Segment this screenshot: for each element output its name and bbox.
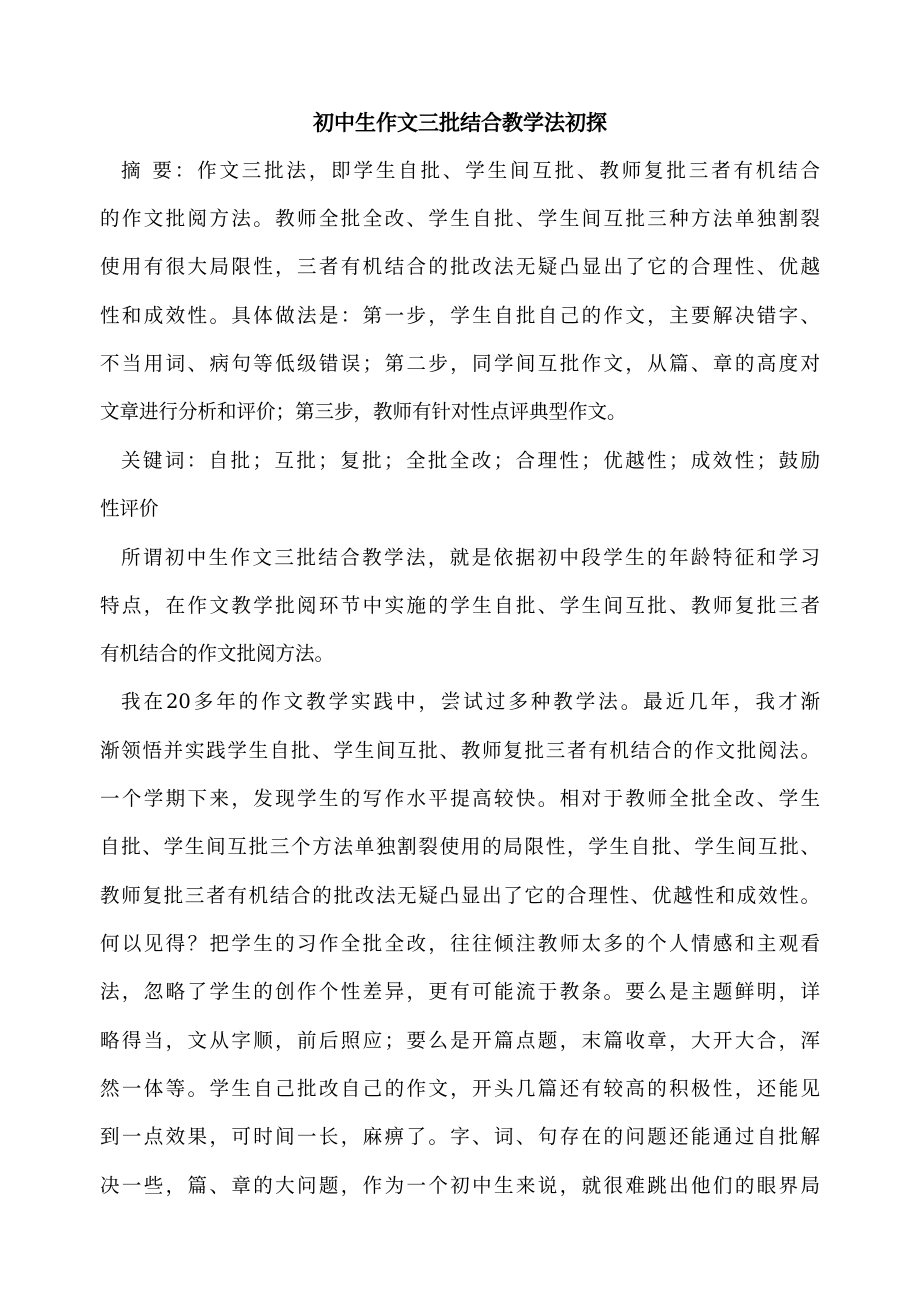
keywords-line-1: 关键词：自批；互批；复批；全批全改；合理性；优越性；成效性；鼓励: [121, 449, 820, 472]
paragraph-2-line-8: 略得当，文从字顺，前后照应；要么是开篇点题，末篇收章，大开大合，浑: [100, 1029, 820, 1052]
paragraph-2-line-11: 决一些，篇、章的大问题，作为一个初中生来说，就很难跳出他们的眼界局: [100, 1174, 820, 1197]
paragraph-2-line-1: 我在20多年的作文教学实践中，尝试过多种教学法。最近几年，我才渐: [121, 690, 820, 713]
paragraph-2-line-7: 法，忽略了学生的创作个性差异，更有可能流于教条。要么是主题鲜明，详: [100, 980, 820, 1003]
paragraph-2-line-3: 一个学期下来，发现学生的写作水平提高较快。相对于教师全批全改、学生: [100, 787, 820, 810]
paragraph-2-line-6: 何以见得？把学生的习作全批全改，往往倾注教师太多的个人情感和主观看: [100, 932, 820, 955]
abstract-line-3: 使用有很大局限性，三者有机结合的批改法无疑凸显出了它的合理性、优越: [100, 255, 820, 278]
abstract-line-2: 的作文批阅方法。教师全批全改、学生自批、学生间互批三种方法单独割裂: [100, 207, 820, 230]
paragraph-2-line-4: 自批、学生间互批三个方法单独割裂使用的局限性，学生自批、学生间互批、: [100, 835, 820, 858]
paragraph-2-line-5: 教师复批三者有机结合的批改法无疑凸显出了它的合理性、优越性和成效性。: [100, 884, 820, 907]
keywords-line-2: 性评价: [100, 497, 159, 520]
paragraph-2-line-2: 渐领悟并实践学生自批、学生间互批、教师复批三者有机结合的作文批阅法。: [100, 739, 820, 762]
paragraph-1-line-3: 有机结合的作文批阅方法。: [100, 642, 335, 665]
abstract-line-5: 不当用词、病句等低级错误；第二步，同学间互批作文，从篇、章的高度对: [100, 352, 820, 375]
paragraph-1-line-2: 特点，在作文教学批阅环节中实施的学生自批、学生间互批、教师复批三者: [100, 594, 820, 617]
abstract-line-1: 摘 要：作文三批法，即学生自批、学生间互批、教师复批三者有机结合: [121, 159, 820, 182]
document-title: 初中生作文三批结合教学法初探: [313, 110, 607, 135]
abstract-line-6: 文章进行分析和评价；第三步，教师有针对性点评典型作文。: [100, 400, 627, 423]
abstract-line-4: 性和成效性。具体做法是：第一步，学生自批自己的作文，主要解决错字、: [100, 304, 820, 327]
paragraph-2-line-10: 到一点效果，可时间一长，麻痹了。字、词、句存在的问题还能通过自批解: [100, 1125, 820, 1148]
paragraph-1-line-1: 所谓初中生作文三批结合教学法，就是依据初中段学生的年龄特征和学习: [121, 546, 820, 569]
paragraph-2-line-9: 然一体等。学生自己批改自己的作文，开头几篇还有较高的积极性，还能见: [100, 1077, 820, 1100]
